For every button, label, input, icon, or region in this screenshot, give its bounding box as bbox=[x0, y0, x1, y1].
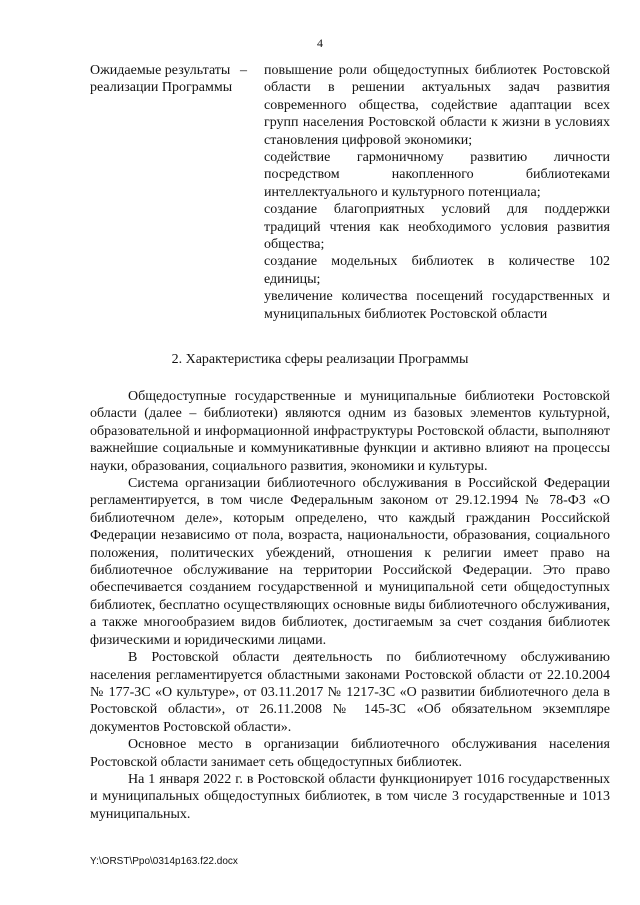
result-item: создание модельных библиотек в количестве 102 единицы; bbox=[264, 254, 610, 287]
paragraph: На 1 января 2022 г. в Ростовской области функционирует 1016 государственных и муниципальных общедоступных библиотек, в том числе 3 государственные и 1013 муниципальных. bbox=[90, 771, 610, 822]
section-title: 2. Характеристика сферы реализации Программы bbox=[171, 352, 469, 367]
result-item: увеличение количества посещений государственных и муниципальных библиотек Ростовской области bbox=[264, 289, 610, 322]
expected-results-label: Ожидаемые результаты реализации Программы bbox=[90, 63, 233, 96]
dash-separator: – bbox=[240, 63, 247, 78]
file-path-footer: Y:\ORST\Ppo\0314p163.f22.docx bbox=[90, 856, 238, 867]
page-number: 4 bbox=[317, 36, 323, 50]
expected-results-list bbox=[264, 62, 610, 323]
paragraph: Общедоступные государственные и муниципальные библиотеки Ростовской области (далее – библиотеки) являются одним из базовых элементов культурной, образовательной и информационной инфраструктуры Ростовской области, выполняют важнейшие социальные и коммуникативные функции и активно влияют на процессы науки, образования, социального развития, экономики и культуры. bbox=[90, 389, 610, 474]
result-item: повышение роли общедоступных библиотек Ростовской области в решении актуальных задач развития современного общества, содействие адаптации всех групп населения Ростовской области к жизни в условиях становления цифровой экономики; bbox=[264, 63, 610, 148]
result-item: создание благоприятных условий для поддержки традиций чтения как необходимого условия развития общества; bbox=[264, 202, 610, 253]
paragraph: Система организации библиотечного обслуживания в Российской Федерации регламентируется, в том числе Федеральным законом от 29.12.1994 № 78-ФЗ «О библиотечном деле», которым определено, что каждый гражданин Российской Федерации независимо от пола, возраста, национальности, образования, социального положения, политических убеждений, отношения к религии имеет право на библиотечное обслуживание на территории Российской Федерации. Это право обеспечивается созданием государственной и муниципальной сети общедоступных библиотек, бесплатно осуществляющих основные виды библиотечного обслуживания, а также многообразием видов библиотек, достигаемым за счет создания библиотек физическими и юридическими лицами. bbox=[90, 476, 610, 648]
paragraph: В Ростовской области деятельность по библиотечному обслуживанию населения регламентируется областными законами Ростовской области от 22.10.2004 № 177-ЗС «О культуре», от 03.11.2017 № 1217-ЗС «О развитии библиотечного дела в Ростовской области», от 26.11.2008 № 145-ЗС «Об обязательном экземпляре документов Ростовской области». bbox=[90, 650, 610, 735]
paragraph: Основное место в организации библиотечного обслуживания населения Ростовской области занимает сеть общедоступных библиотек. bbox=[90, 737, 610, 770]
body-text bbox=[90, 388, 610, 823]
result-item: содействие гармоничному развитию личности посредством накопленного библиотеками интеллектуального и культурного потенциала; bbox=[264, 150, 610, 200]
expected-results-block bbox=[90, 62, 610, 323]
